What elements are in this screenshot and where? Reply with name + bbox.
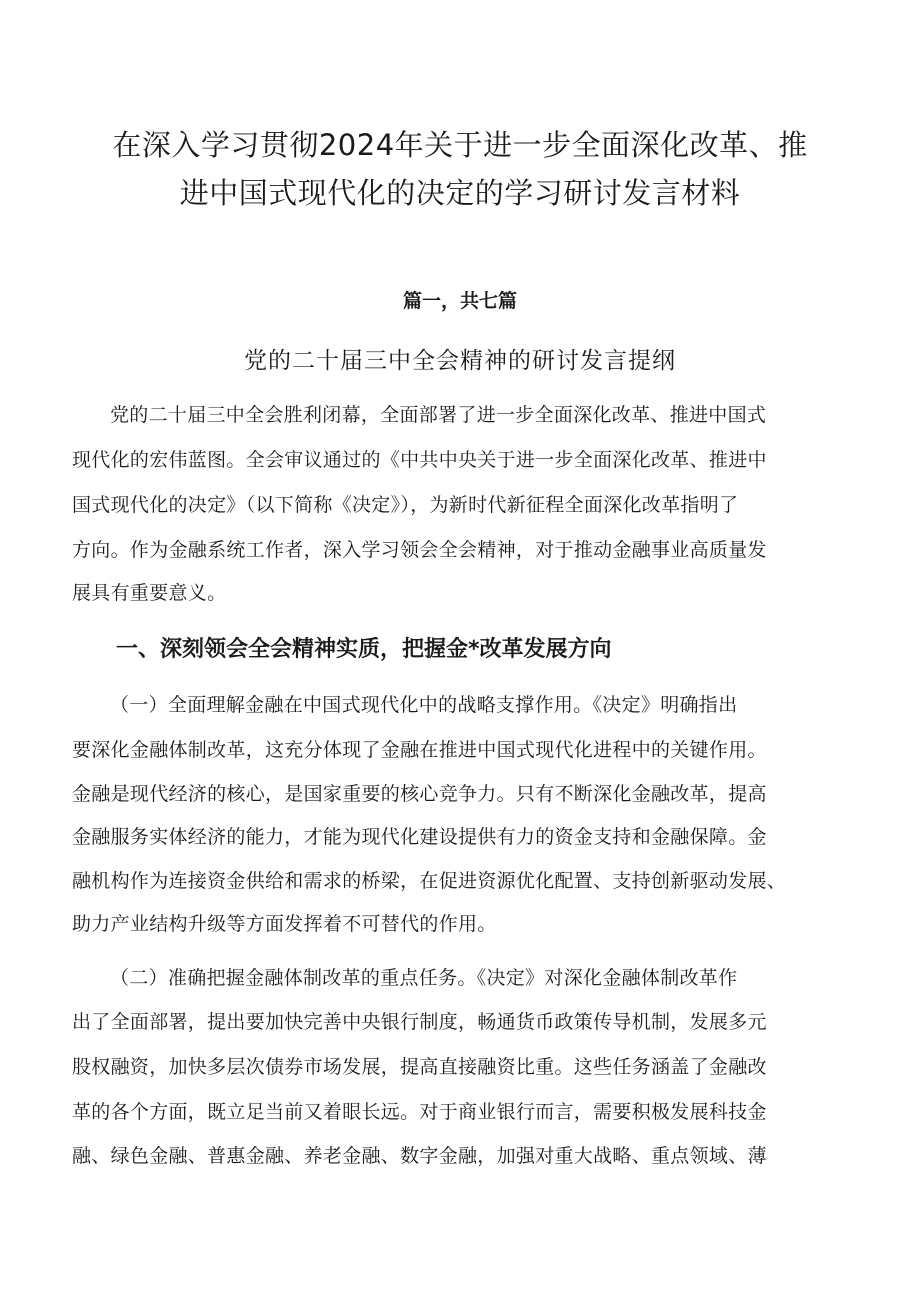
- intro-line: 方向。作为金融系统工作者，深入学习领会全会精神，对于推动金融事业高质量发: [72, 539, 767, 561]
- para1-line: 助力产业结构升级等方面发挥着不可替代的作用。: [72, 913, 497, 935]
- intro-line: 现代化的宏伟蓝图。全会审议通过的《中共中央关于进一步全面深化改革、推进中: [72, 449, 767, 471]
- para2-line: （二）准确把握金融体制改革的重点任务。《决定》对深化金融体制改革作: [110, 967, 738, 989]
- document-title-line-2: 进中国式现代化的决定的学习研讨发言材料: [179, 176, 741, 210]
- part-label: 篇一，共七篇: [402, 290, 517, 312]
- para2-line: 出了全面部署，提出要加快完善中央银行制度，畅通货币政策传导机制，发展多元: [72, 1011, 767, 1033]
- para1-line: 要深化金融体制改革，这充分体现了金融在推进中国式现代化进程中的关键作用。: [72, 739, 767, 761]
- para1-line: 金融服务实体经济的能力，才能为现代化建设提供有力的资金支持和金融保障。金: [72, 826, 767, 848]
- section-heading: 一、深刻领会全会精神实质，把握金*改革发展方向: [116, 637, 612, 662]
- para1-line: 融机构作为连接资金供给和需求的桥梁，在促进资源优化配置、支持创新驱动发展、: [72, 870, 787, 892]
- document-title-line-1: 在深入学习贯彻2024年关于进一步全面深化改革、推: [112, 128, 808, 162]
- para2-line: 融、绿色金融、普惠金融、养老金融、数字金融，加强对重大战略、重点领域、薄: [72, 1145, 767, 1167]
- intro-line: 党的二十届三中全会胜利闭幕，全面部署了进一步全面深化改革、推进中国式: [110, 404, 767, 426]
- para1-line: （一）全面理解金融在中国式现代化中的战略支撑作用。《决定》明确指出: [110, 694, 738, 716]
- para2-line: 股权融资，加快多层次债券市场发展，提高直接融资比重。这些任务涵盖了金融改: [72, 1056, 767, 1078]
- para2-line: 革的各个方面，既立足当前又着眼长远。对于商业银行而言，需要积极发展科技金: [72, 1101, 767, 1123]
- para1-line: 金融是现代经济的核心，是国家重要的核心竞争力。只有不断深化金融改革，提高: [72, 783, 767, 805]
- intro-line: 展具有重要意义。: [72, 582, 227, 604]
- intro-line: 国式现代化的决定》（以下简称《决定》），为新时代新征程全面深化改革指明了: [72, 494, 739, 516]
- subtitle: 党的二十届三中全会精神的研讨发言提纲: [244, 348, 676, 374]
